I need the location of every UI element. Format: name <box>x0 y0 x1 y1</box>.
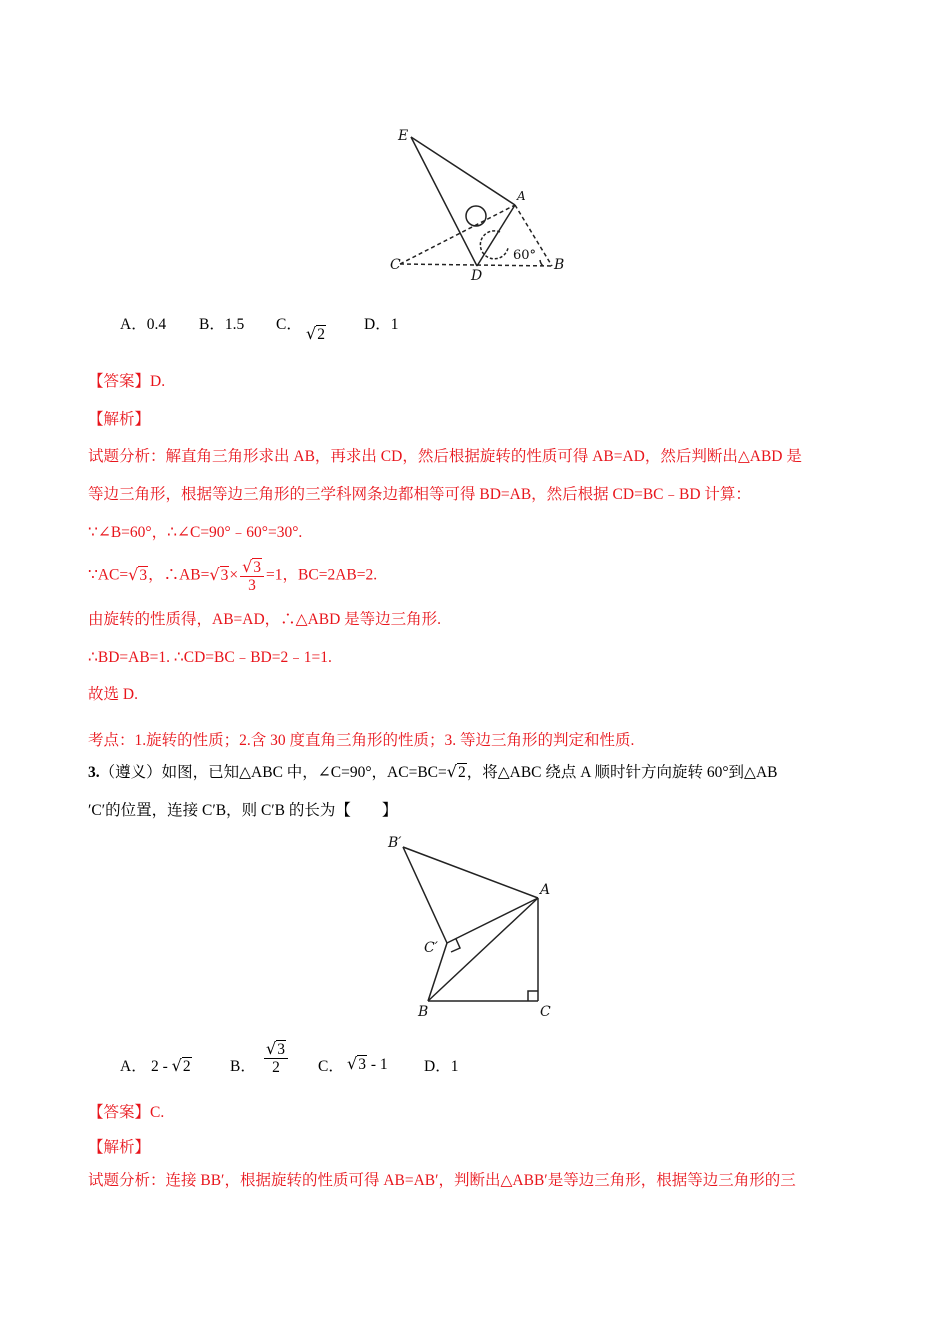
q3-option-a-value: 2 - √2 <box>151 1056 191 1075</box>
label-b: B <box>554 257 565 273</box>
label-b2: B <box>418 1004 429 1020</box>
label-d: D <box>471 268 483 284</box>
segment-ea <box>411 137 515 205</box>
q2-analysis-line1: 试题分析：解直角三角形求出 AB，再求出 CD，然后根据旋转的性质可得 AB=AD，然后判断出△ABD 是 <box>88 448 802 465</box>
label-cp: C′ <box>424 940 438 956</box>
q2-answer: 【答案】D. <box>88 373 166 390</box>
q3-option-a[interactable]: A． <box>120 1058 147 1075</box>
segment-cp-a <box>447 898 538 943</box>
q2-analysis-line4: ∵AC=√3，∴AB=√3× $\frac{√3}{3}$ =1，BC=2AB=2. <box>88 557 378 595</box>
angle-mark-circle <box>466 206 486 226</box>
q2-analysis-line3: ∵∠B=60°，∴∠C=90°﹣60°=30°. <box>88 524 303 541</box>
q3-option-c[interactable]: C． <box>318 1058 344 1075</box>
figure-2-rotated-right-triangle <box>380 828 580 1023</box>
figure-1-rotated-triangle <box>380 120 580 285</box>
q2-analysis-title: 【解析】 <box>88 411 151 428</box>
label-c2: C <box>540 1004 551 1020</box>
q3-stem-line1: 3.（遵义）如图，已知△ABC 中，∠C=90°，AC=BC=√2，将△ABC 绕点 A 顺时针方向旋转 60°到△AB <box>88 762 778 781</box>
option-c-value: √2 <box>306 324 325 343</box>
right-angle-c <box>528 991 538 1001</box>
label-c: C <box>390 257 401 273</box>
q3-answer: 【答案】C. <box>88 1104 165 1121</box>
option-c[interactable] <box>276 312 302 334</box>
q3-stem-line2: ′C′的位置，连接 C′B，则 C′B 的长为【 】 <box>88 802 398 819</box>
q3-analysis-title: 【解析】 <box>88 1139 151 1156</box>
segment-ca-dashed <box>400 205 515 264</box>
q3-analysis-line1: 试题分析：连接 BB′，根据旋转的性质可得 AB=AB′，判断出△ABB′是等边三角形，根据等边三角形的三 <box>88 1172 796 1189</box>
q2-knowledge-points: 考点：1.旋转的性质；2.含 30 度直角三角形的性质；3. 等边三角形的判定和性质. <box>88 732 635 749</box>
option-a[interactable]: A．0.4 <box>120 316 167 333</box>
q2-analysis-line5: 由旋转的性质得，AB=AD，∴△ABD 是等边三角形. <box>88 611 442 628</box>
option-c-letter: C． <box>276 316 302 333</box>
option-d[interactable]: D．1 <box>364 316 399 333</box>
segment-ed <box>411 137 477 266</box>
option-b[interactable]: B．1.5 <box>199 316 245 333</box>
label-a: A <box>517 189 526 203</box>
q3-option-b[interactable]: B． <box>230 1058 256 1075</box>
q3-option-d[interactable]: D．1 <box>424 1058 459 1075</box>
q3-option-b-value: $\frac{√3}{2}$ <box>262 1040 290 1076</box>
label-angle-60: 60° <box>513 248 537 263</box>
q2-analysis-line7: 故选 D. <box>88 686 138 703</box>
label-bp: B′ <box>388 835 402 851</box>
label-a2: A <box>540 882 551 898</box>
q2-analysis-line2: 等边三角形，根据等边三角形的三学科网条边都相等可得 BD=AB，然后根据 CD=BC﹣BD 计算： <box>88 486 751 503</box>
q3-option-c-value: √3 - 1 <box>347 1054 388 1073</box>
label-e: E <box>398 128 409 144</box>
q2-analysis-line6: ∴BD=AB=1. ∴CD=BC﹣BD=2﹣1=1. <box>88 649 332 666</box>
